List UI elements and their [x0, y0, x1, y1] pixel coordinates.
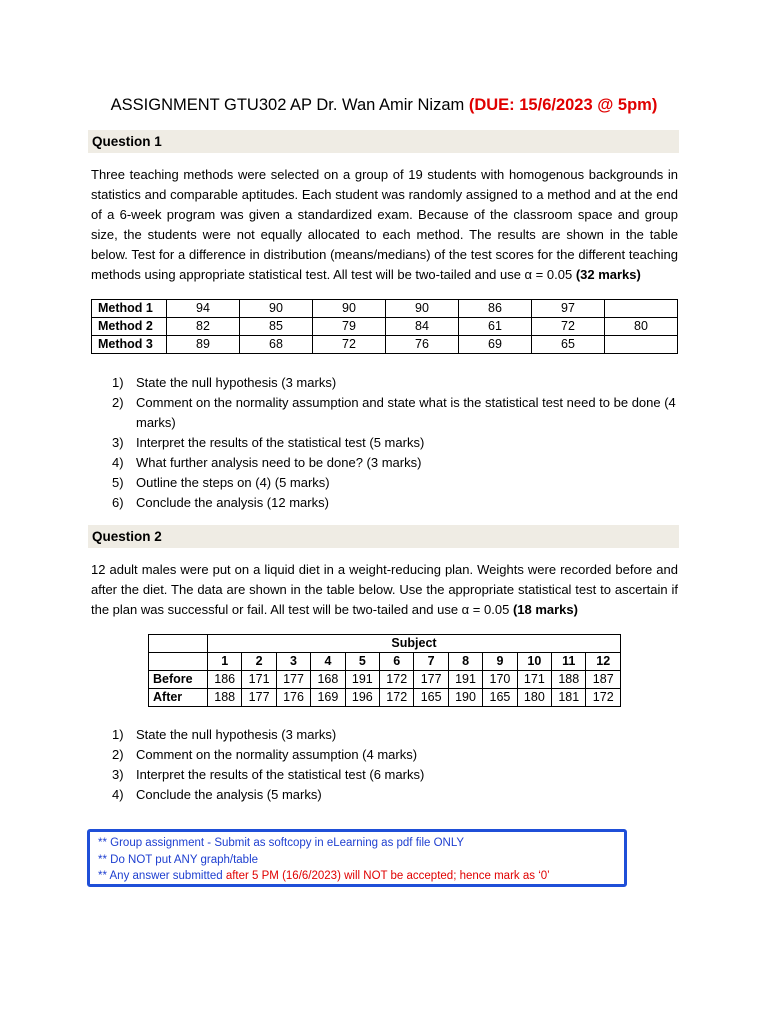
item-number: 4) [112, 787, 124, 802]
table-cell: 89 [167, 336, 240, 354]
table-cell: 94 [167, 300, 240, 318]
table-cell: 171 [517, 671, 551, 689]
table-cell: 80 [605, 318, 678, 336]
item-text: Interpret the results of the statistical test (6 marks) [136, 767, 425, 782]
table-cell: 176 [276, 689, 310, 707]
subject-number: 3 [276, 653, 310, 671]
table-cell: 72 [313, 336, 386, 354]
item-text: State the null hypothesis (3 marks) [136, 727, 337, 742]
table-row [149, 671, 621, 689]
table-cell: 172 [586, 689, 621, 707]
table-cell: 79 [313, 318, 386, 336]
table-cell: 65 [532, 336, 605, 354]
table-cell: 170 [483, 671, 517, 689]
item-text: Conclude the analysis (12 marks) [136, 495, 329, 510]
table-row [149, 653, 621, 671]
subject-number: 10 [517, 653, 551, 671]
item-number: 2) [112, 395, 124, 410]
table-cell: 171 [242, 671, 276, 689]
table-cell: 190 [448, 689, 482, 707]
notice-line: ** Group assignment - Submit as softcopy in eLearning as pdf file ONLY [98, 837, 465, 849]
table-cell: 181 [552, 689, 586, 707]
row-label: Method 3 [92, 336, 167, 354]
list-item [112, 785, 678, 805]
subject-number: 11 [552, 653, 586, 671]
empty-corner-cell [149, 653, 208, 671]
subject-number: 7 [414, 653, 448, 671]
question-2-heading: Question 2 [88, 525, 679, 548]
table-cell: 177 [276, 671, 310, 689]
question-2-marks: (18 marks) [512, 602, 578, 617]
table-cell: 72 [532, 318, 605, 336]
notice-deadline-warning: after 5 PM (16/6/2023) will NOT be accepted; hence mark as ‘0’ [225, 870, 550, 882]
subject-number: 12 [586, 653, 621, 671]
table-row [92, 318, 678, 336]
subject-number: 1 [208, 653, 242, 671]
table-cell: 177 [242, 689, 276, 707]
item-number: 6) [112, 495, 124, 510]
table-cell: 172 [380, 671, 414, 689]
item-number: 2) [112, 747, 124, 762]
notice-line [98, 868, 616, 885]
subject-number: 6 [380, 653, 414, 671]
item-text: Conclude the analysis (5 marks) [136, 787, 322, 802]
table-row [149, 689, 621, 707]
item-number: 1) [112, 375, 124, 390]
table-cell [605, 300, 678, 318]
table-cell: 69 [459, 336, 532, 354]
table-row [92, 336, 678, 354]
table-cell: 76 [386, 336, 459, 354]
table-cell: 196 [345, 689, 379, 707]
question-2-list [112, 725, 678, 805]
question-1-list [112, 373, 678, 513]
item-text: Comment on the normality assumption (4 marks) [136, 747, 418, 762]
table-cell [605, 336, 678, 354]
question-1-text [91, 165, 678, 285]
list-item [112, 473, 678, 493]
table-cell: 169 [311, 689, 345, 707]
table-cell: 165 [483, 689, 517, 707]
notice-line: ** Do NOT put ANY graph/table [98, 853, 259, 866]
table-cell: 188 [552, 671, 586, 689]
table-cell: 90 [386, 300, 459, 318]
page-title [0, 96, 768, 115]
table-cell: 97 [532, 300, 605, 318]
subject-number: 4 [311, 653, 345, 671]
submission-notice [87, 829, 627, 887]
table-cell: 177 [414, 671, 448, 689]
teaching-methods-table [91, 299, 678, 354]
item-number: 1) [112, 727, 124, 742]
table-row [92, 300, 678, 318]
table-cell: 191 [448, 671, 482, 689]
item-number: 5) [112, 475, 124, 490]
subject-header: Subject [208, 635, 621, 653]
item-number: 3) [112, 767, 124, 782]
row-label: After [149, 689, 208, 707]
table-row [149, 635, 621, 653]
row-label: Method 1 [92, 300, 167, 318]
table-cell: 168 [311, 671, 345, 689]
table-cell: 191 [345, 671, 379, 689]
row-label: Before [149, 671, 208, 689]
item-text: Comment on the normality assumption and state what is the statistical test need to be done (4 marks) [136, 395, 676, 430]
table-cell: 90 [240, 300, 313, 318]
question-1-marks: (32 marks) [575, 267, 641, 282]
table-cell: 172 [380, 689, 414, 707]
table-cell: 82 [167, 318, 240, 336]
table-cell: 188 [208, 689, 242, 707]
item-text: What further analysis need to be done? (3 marks) [136, 455, 422, 470]
list-item [112, 493, 678, 513]
list-item [112, 393, 678, 433]
notice-text: ** Any answer submitted [98, 870, 226, 882]
item-text: State the null hypothesis (3 marks) [136, 375, 337, 390]
table-cell: 86 [459, 300, 532, 318]
weight-table [148, 634, 621, 707]
subject-number: 5 [345, 653, 379, 671]
question-2-body: 12 adult males were put on a liquid diet in a weight-reducing plan. Weights were recorded before and after the diet. The data are shown in the table below. Use the appropriate statistical test to ascertain if the plan was successful or fail. All test will be two-tailed and use α = 0.05 [91, 562, 678, 617]
list-item [112, 745, 678, 765]
table-cell: 90 [313, 300, 386, 318]
list-item [112, 765, 678, 785]
table-cell: 61 [459, 318, 532, 336]
list-item [112, 725, 678, 745]
table-cell: 165 [414, 689, 448, 707]
list-item [112, 373, 678, 393]
item-text: Outline the steps on (4) (5 marks) [136, 475, 330, 490]
table-cell: 186 [208, 671, 242, 689]
table-cell: 68 [240, 336, 313, 354]
item-number: 3) [112, 435, 124, 450]
table-cell: 84 [386, 318, 459, 336]
list-item [112, 453, 678, 473]
due-date: (DUE: 15/6/2023 @ 5pm) [468, 96, 658, 114]
item-text: Interpret the results of the statistical test (5 marks) [136, 435, 425, 450]
table-cell: 85 [240, 318, 313, 336]
subject-number: 2 [242, 653, 276, 671]
title-main: ASSIGNMENT GTU302 AP Dr. Wan Amir Nizam [110, 96, 469, 114]
table-cell: 180 [517, 689, 551, 707]
question-1-heading: Question 1 [88, 130, 679, 153]
list-item [112, 433, 678, 453]
subject-number: 9 [483, 653, 517, 671]
empty-corner-cell [149, 635, 208, 653]
row-label: Method 2 [92, 318, 167, 336]
item-number: 4) [112, 455, 124, 470]
subject-number: 8 [448, 653, 482, 671]
question-2-text [91, 560, 678, 620]
question-1-body: Three teaching methods were selected on a group of 19 students with homogenous backgrounds in statistics and comparable aptitudes. Each student was randomly assigned to a method and at the end of a 6-week program was given a standardized exam. Because of the classroom space and group size, the students were not equally allocated to each method. The results are shown in the table below. Test for a difference in distribution (means/medians) of the test scores for the different teaching methods using appropriate statistical test. All test will be two-tailed and use α = 0.05 [91, 167, 678, 282]
table-cell: 187 [586, 671, 621, 689]
